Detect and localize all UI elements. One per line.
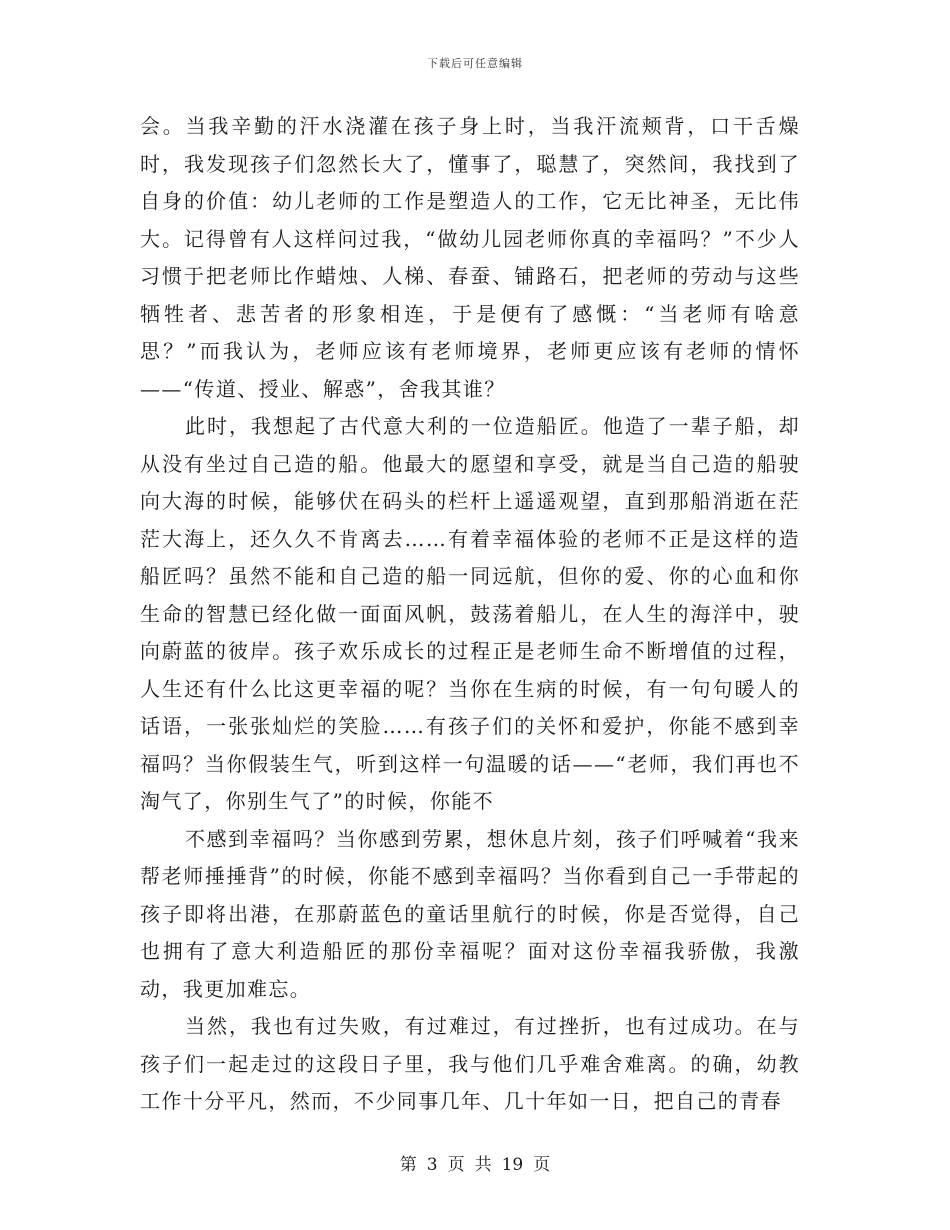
footer-suffix: 页 bbox=[533, 1155, 551, 1175]
paragraph-2: 此时，我想起了古代意大利的一位造船匠。他造了一辈子船，却从没有坐过自己造的船。他最大的愿望和享受，就是当自己造的船驶向大海的时候，能够伏在码头的栏杆上遥遥观望，直到那船消逝在茫茫大海上，还久久不肯离去……有着幸福体验的老师不正是这样的造船匠吗？虽然不能和自己造的船一同远航，但你的爱、你的心血和你生命的智慧已经化做一面面风帆，鼓荡着船儿，在人生的海洋中，驶向蔚蓝的彼岸。孩子欢乐成长的过程正是老师生命不断增值的过程，人生还有什么比这更幸福的呢？当你在生病的时候，有一句句暖人的话语，一张张灿烂的笑脸……有孩子们的关怀和爱护，你能不感到幸福吗？当你假装生气，听到这样一句温暖的话——“老师，我们再也不淘气了，你别生气了”的时候，你能不 bbox=[140, 414, 800, 813]
current-page-number: 3 bbox=[426, 1155, 438, 1175]
document-body bbox=[140, 108, 800, 1121]
footer-total-word: 共 bbox=[474, 1155, 492, 1175]
total-pages-number: 19 bbox=[501, 1155, 524, 1175]
paragraph-3: 不感到幸福吗？当你感到劳累，想休息片刻，孩子们呼喊着“我来帮老师捶捶背”的时候，你能不感到幸福吗？当你看到自己一手带起的孩子即将出港，在那蔚蓝色的童话里航行的时候，你是否觉得，自己也拥有了意大利造船匠的那份幸福呢？面对这份幸福我骄傲，我激动，我更加难忘。 bbox=[140, 826, 800, 1001]
page-footer bbox=[0, 1150, 950, 1175]
footer-page-word: 页 bbox=[447, 1155, 465, 1175]
paragraph-1: 会。当我辛勤的汗水浇灌在孩子身上时，当我汗流颊背，口干舌燥时，我发现孩子们忽然长大了，懂事了，聪慧了，突然间，我找到了自身的价值：幼儿老师的工作是塑造人的工作，它无比神圣，无比伟大。记得曾有人这样问过我，“做幼儿园老师你真的幸福吗？”不少人习惯于把老师比作蜡烛、人梯、春蚕、铺路石，把老师的劳动与这些牺牲者、悲苦者的形象相连，于是便有了感慨：“当老师有啥意思？”而我认为，老师应该有老师境界，老师更应该有老师的情怀——“传道、授业、解惑”，舍我其谁？ bbox=[140, 114, 800, 401]
footer-prefix: 第 bbox=[399, 1155, 417, 1175]
paragraph-4: 当然，我也有过失败，有过难过，有过挫折，也有过成功。在与孩子们一起走过的这段日子里，我与他们几乎难舍难离。的确，幼教工作十分平凡，然而，不少同事几年、几十年如一日，把自己的青春 bbox=[140, 1014, 800, 1113]
header-note: 下载后可任意编辑 bbox=[427, 57, 523, 70]
